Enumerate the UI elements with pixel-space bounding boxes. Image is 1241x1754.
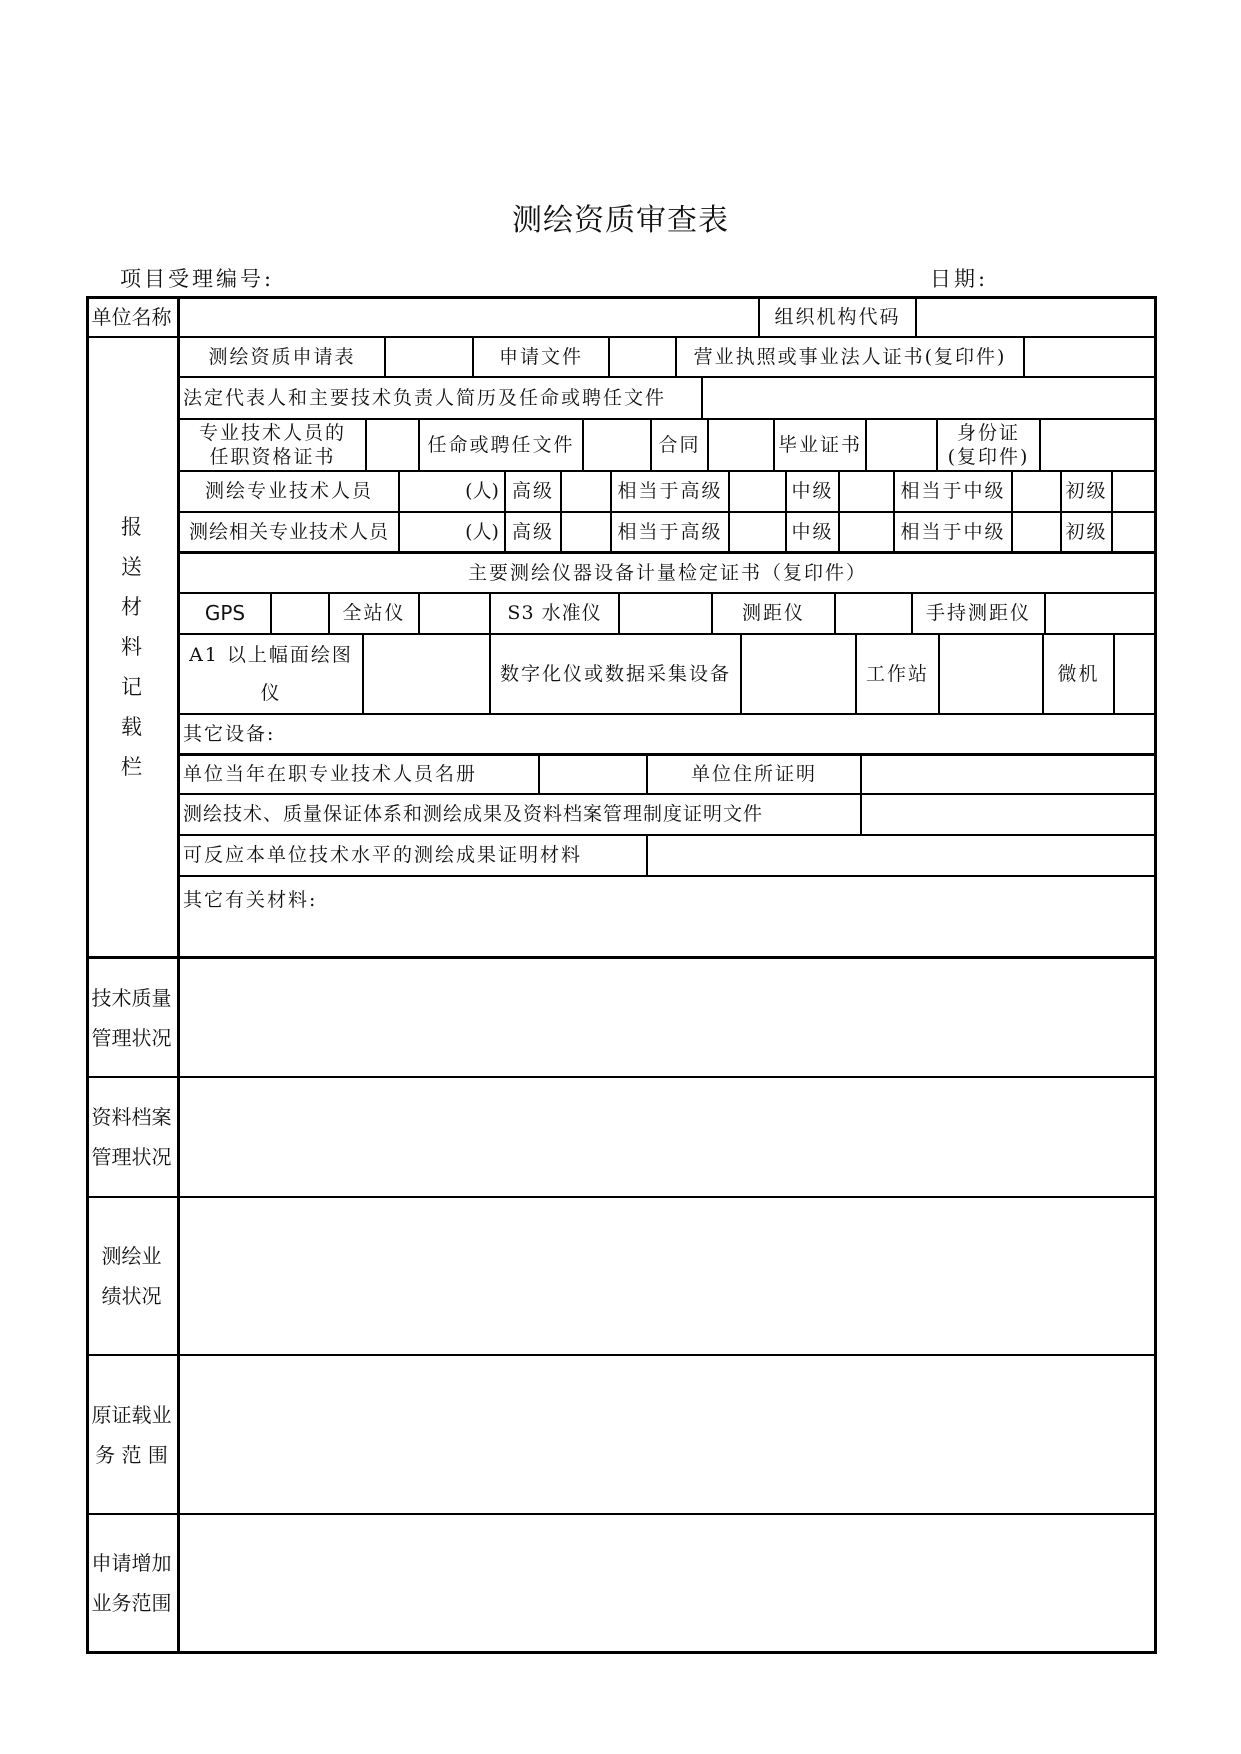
quality-system-check[interactable]	[862, 795, 1155, 834]
microcomputer-check[interactable]	[1115, 635, 1155, 713]
achievements-label: 可反应本单位技术水平的测绘成果证明材料	[183, 844, 583, 866]
appointment-check[interactable]	[584, 420, 650, 470]
app-doc-check[interactable]	[610, 338, 675, 376]
surveying-senior-label: 高级	[511, 480, 554, 502]
surveying-junior-count[interactable]	[1113, 472, 1155, 511]
rangefinder-label: 测距仪	[741, 602, 805, 624]
digitizer-check[interactable]	[742, 635, 855, 713]
instruments-header: 主要测绘仪器设备计量检定证书（复印件）	[467, 561, 867, 584]
surveying-staff-count[interactable]	[400, 472, 460, 511]
page-title: 测绘资质审查表	[512, 203, 729, 238]
contract-check[interactable]	[709, 420, 773, 470]
roster-check[interactable]	[540, 756, 646, 793]
surveying-mid-label: 中级	[791, 480, 834, 502]
achievements-check[interactable]	[648, 836, 1155, 875]
archive-label: 资料档案 管理状况	[91, 1105, 172, 1169]
archive-field[interactable]	[180, 1078, 1155, 1196]
org-code-field[interactable]	[917, 298, 1155, 336]
quality-system-label: 测绘技术、质量保证体系和测绘成果及资料档案管理制度证明文件	[183, 803, 764, 825]
surveying-junior-label: 初级	[1065, 480, 1108, 502]
unit-name-field[interactable]	[180, 298, 758, 336]
related-mid-label: 中级	[791, 520, 834, 543]
license-check[interactable]	[1025, 338, 1155, 376]
qualification-label: 专业技术人员的 任职资格证书	[198, 422, 346, 468]
plotter-label: A1 以上幅面绘图 仪	[189, 644, 353, 704]
surveying-senior-count[interactable]	[562, 472, 610, 511]
related-equiv-senior-count[interactable]	[730, 513, 785, 551]
related-mid-count[interactable]	[840, 513, 893, 551]
gps-check[interactable]	[272, 594, 328, 633]
legal-rep-check[interactable]	[703, 378, 1155, 418]
related-junior-label: 初级	[1065, 520, 1108, 543]
level-label: S3 水准仪	[507, 602, 602, 624]
handheld-check[interactable]	[1046, 594, 1155, 633]
id-card-label: 身份证 (复印件)	[947, 422, 1030, 468]
related-senior-label: 高级	[511, 520, 554, 543]
microcomputer-label: 微机	[1057, 662, 1100, 685]
apply-scope-label: 申请增加 业务范围	[91, 1551, 172, 1615]
qualification-check[interactable]	[367, 420, 418, 470]
app-form-label: 测绘资质申请表	[208, 345, 356, 368]
surveying-equiv-mid-label: 相当于中级	[900, 480, 1006, 502]
related-senior-count[interactable]	[562, 513, 610, 551]
address-proof-label: 单位住所证明	[690, 763, 817, 785]
original-scope-field[interactable]	[180, 1356, 1155, 1513]
address-proof-check[interactable]	[862, 756, 1155, 793]
roster-label: 单位当年在职专业技术人员名册	[183, 763, 478, 785]
performance-label: 测绘业 绩状况	[101, 1244, 162, 1308]
date-label: 日期:	[930, 267, 989, 291]
surveying-mid-count[interactable]	[840, 472, 893, 511]
gps-label: GPS	[204, 601, 246, 625]
total-station-label: 全站仪	[342, 602, 406, 624]
org-code-label: 组织机构代码	[774, 305, 901, 328]
diploma-label: 毕业证书	[777, 433, 862, 456]
materials-section-label: 报 送 材 料 记 载 栏	[121, 515, 142, 779]
surveying-equiv-senior-label: 相当于高级	[617, 480, 723, 502]
related-equiv-senior-label: 相当于高级	[617, 520, 723, 543]
other-materials-label: 其它有关材料:	[183, 889, 318, 911]
surveying-equiv-senior-count[interactable]	[730, 472, 785, 511]
related-equiv-mid-label: 相当于中级	[900, 520, 1006, 543]
license-label: 营业执照或事业法人证书(复印件)	[693, 345, 1007, 368]
contract-label: 合同	[658, 433, 701, 456]
legal-rep-label: 法定代表人和主要技术负责人简历及任命或聘任文件	[183, 386, 667, 409]
unit-name-label: 单位名称	[91, 304, 172, 329]
apply-scope-field[interactable]	[180, 1515, 1155, 1651]
surveying-staff-unit: (人)	[465, 480, 499, 502]
related-equiv-mid-count[interactable]	[1013, 513, 1060, 551]
related-staff-count[interactable]	[400, 513, 460, 551]
project-no-label: 项目受理编号:	[120, 267, 275, 291]
diploma-check[interactable]	[867, 420, 936, 470]
plotter-check[interactable]	[364, 635, 489, 713]
tech-quality-field[interactable]	[180, 959, 1155, 1076]
related-junior-count[interactable]	[1113, 513, 1155, 551]
original-scope-label: 原证载业 务 范 围	[91, 1402, 172, 1467]
app-form-check[interactable]	[386, 338, 472, 376]
related-staff-unit: (人)	[465, 520, 499, 543]
handheld-label: 手持测距仪	[925, 602, 1031, 624]
appointment-label: 任命或聘任文件	[427, 433, 575, 456]
surveying-equiv-mid-count[interactable]	[1013, 472, 1060, 511]
performance-field[interactable]	[180, 1198, 1155, 1354]
id-card-check[interactable]	[1041, 420, 1155, 470]
other-equipment-label: 其它设备:	[183, 722, 276, 745]
surveying-staff-label: 测绘专业技术人员	[204, 480, 373, 502]
rangefinder-check[interactable]	[836, 594, 911, 633]
workstation-label: 工作站	[865, 662, 929, 685]
total-station-check[interactable]	[420, 594, 489, 633]
app-doc-label: 申请文件	[498, 345, 583, 368]
workstation-check[interactable]	[940, 635, 1042, 713]
related-staff-label: 测绘相关专业技术人员	[188, 520, 389, 543]
tech-quality-label: 技术质量 管理状况	[91, 985, 172, 1050]
digitizer-label: 数字化仪或数据采集设备	[499, 662, 731, 685]
level-check[interactable]	[620, 594, 711, 633]
